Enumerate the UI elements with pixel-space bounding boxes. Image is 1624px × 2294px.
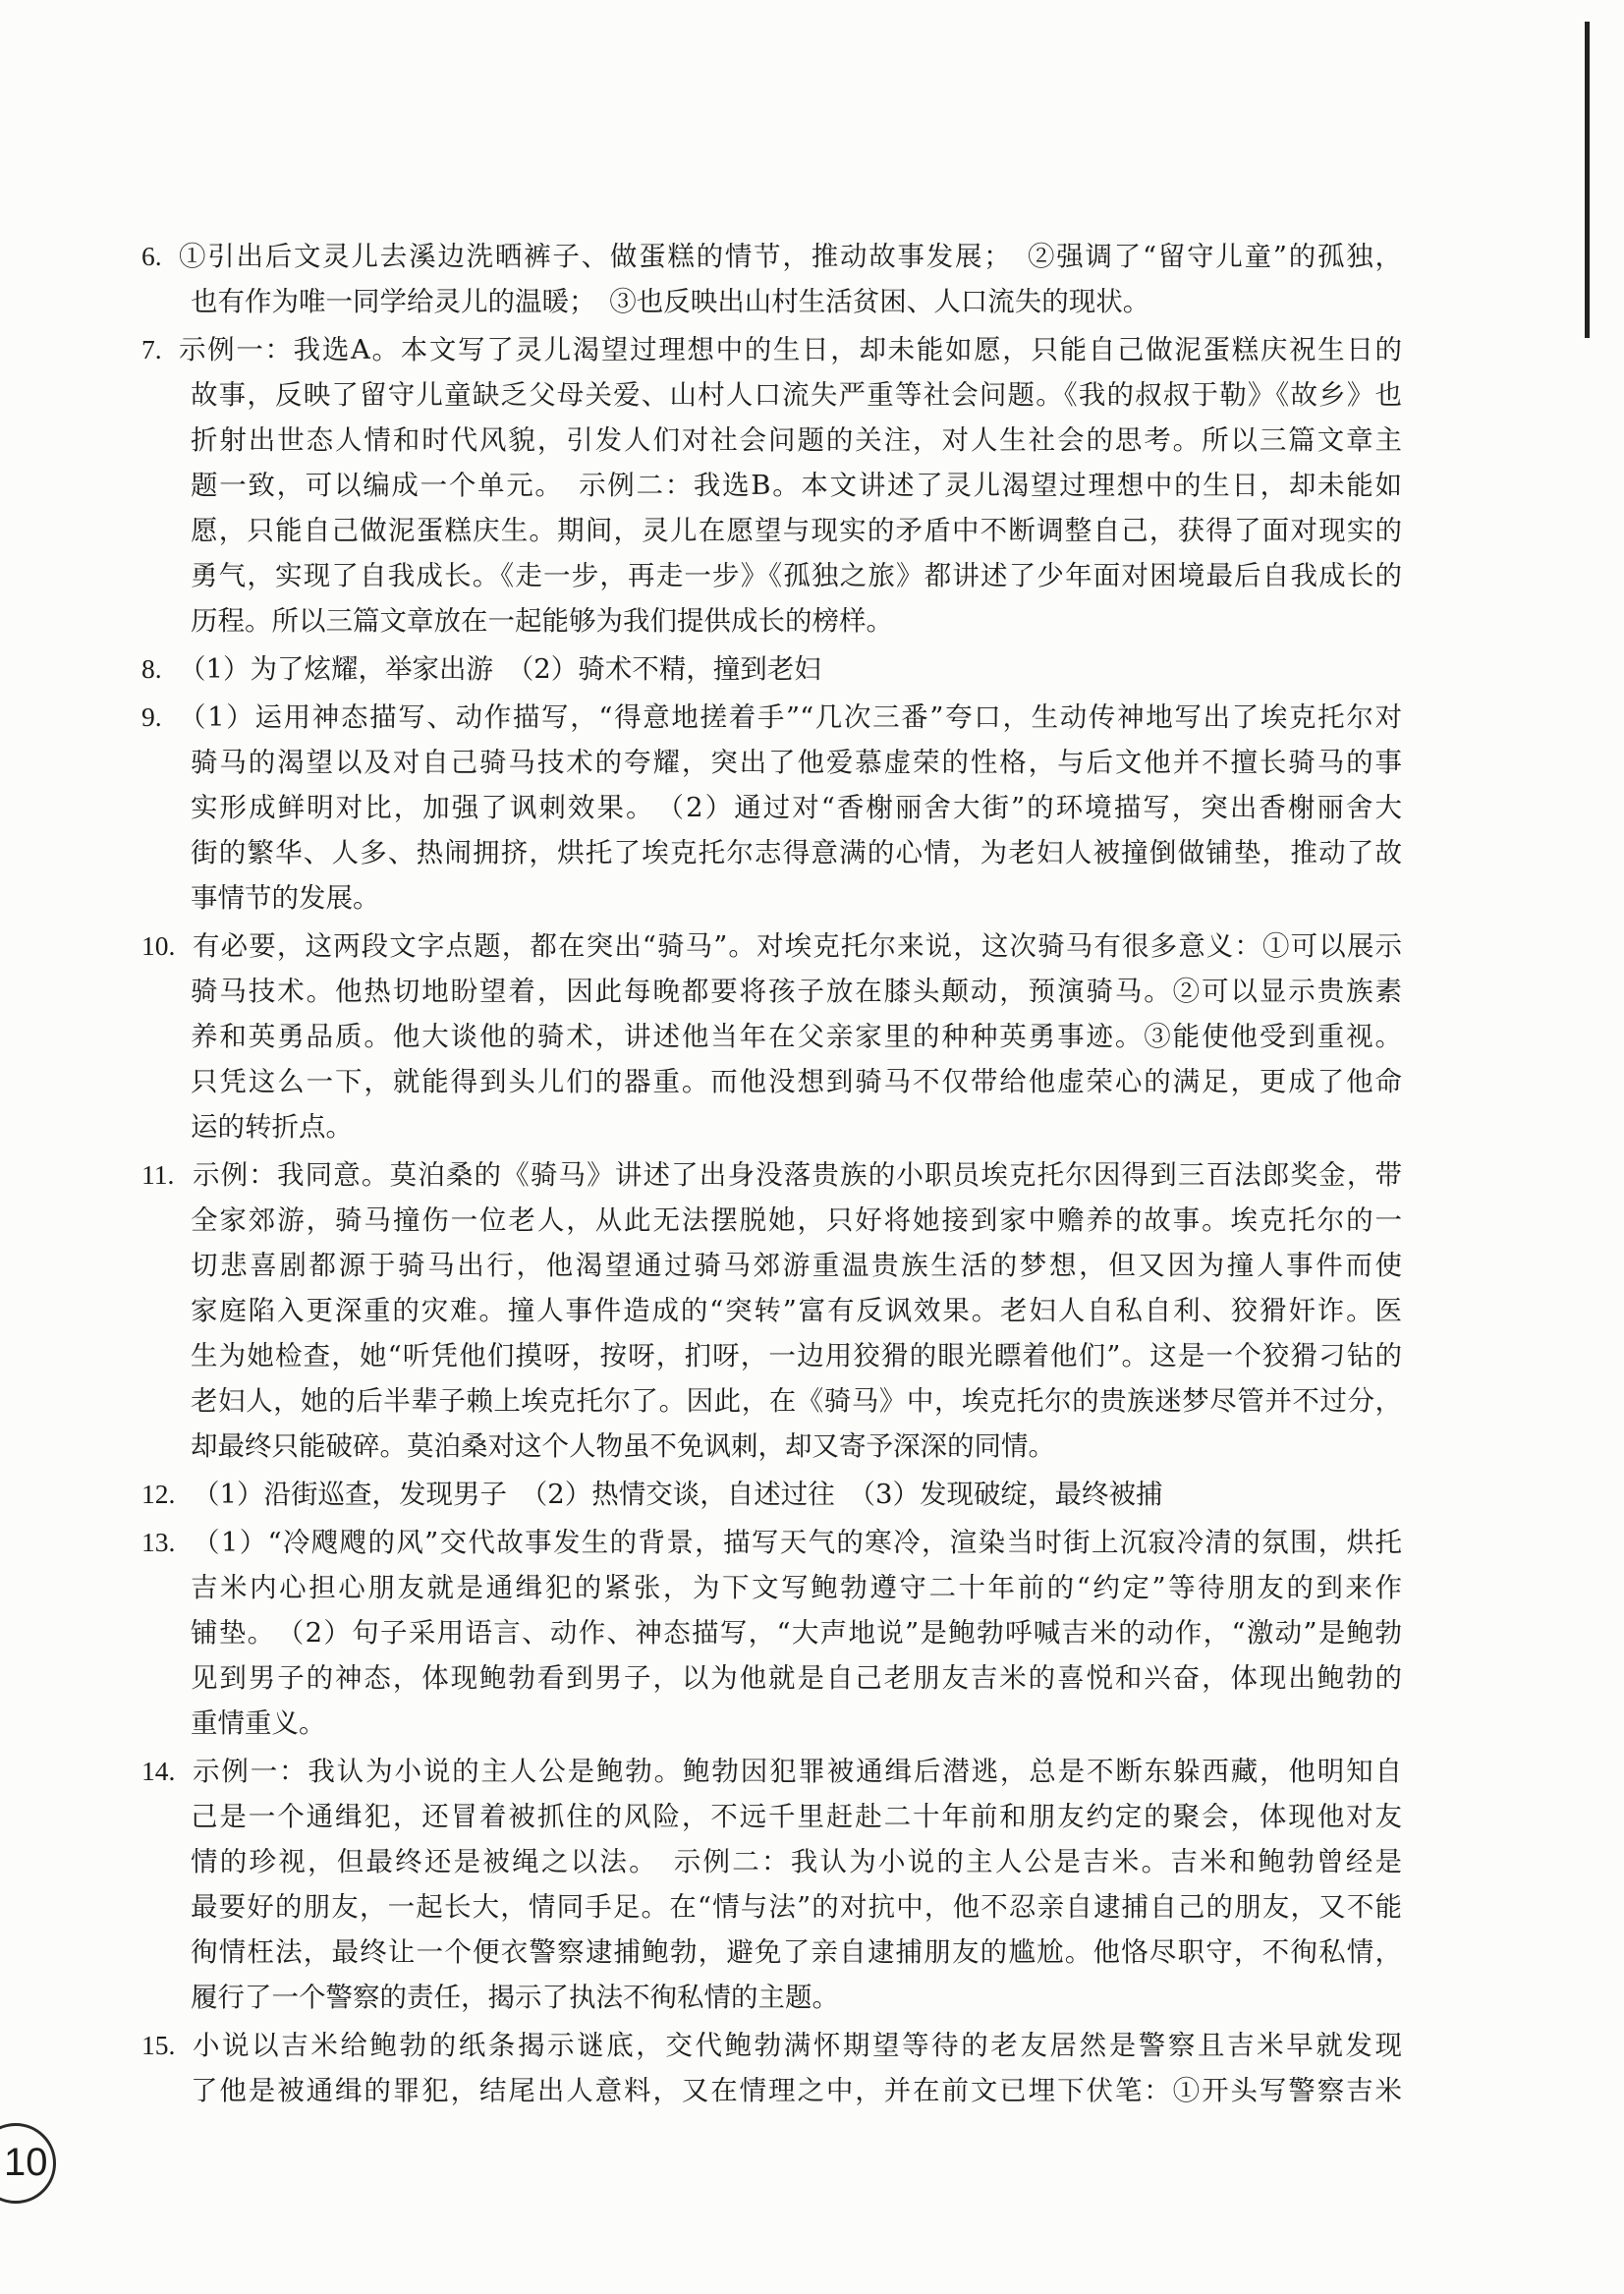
answer-line: 只凭这么一下，就能得到头儿们的器重。而他没想到骑马不仅带给他虚荣心的满足，更成了他命	[191, 1066, 1402, 1097]
answer-line: 生为她检查，她“听凭他们摸呀，按呀，扪呀，一边用狡猾的眼光瞟着他们”。这是一个狡猾刁钻的	[191, 1340, 1402, 1371]
answer-line: 养和英勇品质。他大谈他的骑术，讲述他当年在父亲家里的种种英勇事迹。③能使他受到重视。	[191, 1021, 1402, 1052]
answer-line: 历程。所以三篇文章放在一起能够为我们提供成长的榜样。	[191, 605, 893, 637]
answer-number: 15.	[141, 2030, 176, 2060]
answer-line: 愿，只能自己做泥蛋糕庆生。期间，灵儿在愿望与现实的矛盾中不断调整自己，获得了面对现实的	[191, 515, 1402, 546]
answer-line: 有必要，这两段文字点题，都在突出“骑马”。对埃克托尔来说，这次骑马有很多意义：①可以展示	[193, 930, 1402, 962]
answer-line: （1）沿街巡查，发现男子 （2）热情交谈，自述过往 （3）发现破绽，最终被捕	[193, 1479, 1163, 1510]
answer-item-9	[0, 695, 1624, 921]
answer-line: 家庭陷入更深重的灾难。撞人事件造成的“突转”富有反讽效果。老妇人自私自利、狡猾奸诈。医	[191, 1295, 1402, 1326]
answer-line: 老妇人，她的后半辈子赖上埃克托尔了。因此，在《骑马》中，埃克托尔的贵族迷梦尽管并不过分，	[191, 1385, 1402, 1417]
answer-line: 骑马技术。他热切地盼望着，因此每晚都要将孩子放在膝头颠动，预演骑马。②可以显示贵族素	[191, 976, 1402, 1007]
answer-number: 13.	[141, 1527, 176, 1557]
answer-line: 己是一个通缉犯，还冒着被抓住的风险，不远千里赶赴二十年前和朋友约定的聚会，体现他对友	[191, 1801, 1402, 1832]
answer-line: 事情节的发展。	[191, 882, 380, 914]
answer-line: ①引出后文灵儿去溪边洗晒裤子、做蛋糕的情节，推动故事发展； ②强调了“留守儿童”的孤独，	[179, 241, 1402, 272]
answer-line: 最要好的朋友，一起长大，情同手足。在“情与法”的对抗中，他不忍亲自逮捕自己的朋友，又不能	[191, 1891, 1402, 1923]
answer-item-14	[0, 1749, 1624, 2020]
answer-number: 7.	[141, 334, 162, 364]
answer-number: 12.	[141, 1479, 176, 1509]
answer-line: （1）运用神态描写、动作描写，“得意地搓着手”“几次三番”夸口，生动传神地写出了埃克托尔对	[179, 701, 1402, 733]
answer-number: 11.	[141, 1159, 175, 1190]
answer-item-12	[0, 1472, 1624, 1517]
answer-line: 运的转折点。	[191, 1111, 353, 1143]
answer-item-11	[0, 1152, 1624, 1469]
answer-line: 示例一：我选A。本文写了灵儿渴望过理想中的生日，却未能如愿，只能自己做泥蛋糕庆祝生日的	[179, 334, 1402, 365]
answer-line: 铺垫。 （2）句子采用语言、动作、神态描写，“大声地说”是鲍勃呼喊吉米的动作，“激动”是鲍勃	[191, 1617, 1402, 1649]
answer-item-15	[0, 2023, 1624, 2113]
answer-line: 重情重义。	[191, 1707, 326, 1739]
answer-line: 折射出世态人情和时代风貌，引发人们对社会问题的关注，对人生社会的思考。所以三篇文章主	[191, 424, 1402, 456]
answer-line: 履行了一个警察的责任，揭示了执法不徇私情的主题。	[191, 1982, 839, 2013]
answer-number: 14.	[141, 1756, 176, 1786]
answer-line: （1）“冷飕飕的风”交代故事发生的背景，描写天气的寒冷，渲染当时街上沉寂冷清的氛围，烘托	[193, 1527, 1402, 1558]
answer-line: 街的繁华、人多、热闹拥挤，烘托了埃克托尔志得意满的心情，为老妇人被撞倒做铺垫，推动了故	[191, 837, 1402, 868]
answer-list	[0, 234, 1624, 2113]
answer-number: 9.	[141, 701, 162, 732]
answer-line: 实形成鲜明对比，加强了讽刺效果。 （2）通过对“香榭丽舍大街”的环境描写，突出香榭丽舍大	[191, 792, 1402, 823]
answer-line: 切悲喜剧都源于骑马出行，他渴望通过骑马郊游重温贵族生活的梦想，但又因为撞人事件而使	[191, 1250, 1402, 1281]
answer-line: 见到男子的神态，体现鲍勃看到男子，以为他就是自己老朋友吉米的喜悦和兴奋，体现出鲍勃的	[191, 1662, 1402, 1694]
answer-item-6	[0, 234, 1624, 324]
answer-line: （1）为了炫耀，举家出游 （2）骑术不精，撞到老妇	[179, 653, 821, 685]
answer-line: 题一致，可以编成一个单元。 示例二：我选B。本文讲述了灵儿渴望过理想中的生日，却未能如	[191, 470, 1402, 501]
page-number: 10	[4, 2141, 48, 2184]
answer-item-10	[0, 923, 1624, 1149]
answer-line: 骑马的渴望以及对自己骑马技术的夸耀，突出了他爱慕虚荣的性格，与后文他并不擅长骑马的事	[191, 747, 1402, 778]
answer-line: 却最终只能破碎。莫泊桑对这个人物虽不免讽刺，却又寄予深深的同情。	[191, 1430, 1055, 1462]
answer-line: 示例一：我认为小说的主人公是鲍勃。鲍勃因犯罪被通缉后潜逃，总是不断东躲西藏，他明知自	[193, 1756, 1402, 1787]
answer-line: 故事，反映了留守儿童缺乏父母关爱、山村人口流失严重等社会问题。《我的叔叔于勒》《故乡》也	[191, 379, 1402, 411]
answer-line: 情的珍视，但最终还是被绳之以法。 示例二：我认为小说的主人公是吉米。吉米和鲍勃曾经是	[191, 1846, 1402, 1877]
answer-number: 6.	[141, 241, 162, 271]
answer-item-7	[0, 327, 1624, 643]
answer-line: 吉米内心担心朋友就是通缉犯的紧张，为下文写鲍勃遵守二十年前的“约定”等待朋友的到来作	[191, 1572, 1402, 1603]
answer-line: 勇气，实现了自我成长。《走一步，再走一步》《孤独之旅》都讲述了少年面对困境最后自我成长的	[191, 560, 1402, 591]
answer-line: 示例：我同意。莫泊桑的《骑马》讲述了出身没落贵族的小职员埃克托尔因得到三百法郎奖金，带	[193, 1159, 1402, 1191]
answer-number: 10.	[141, 930, 176, 961]
answer-line: 徇情枉法，最终让一个便衣警察逮捕鲍勃，避免了亲自逮捕朋友的尴尬。他恪尽职守，不徇私情，	[191, 1936, 1402, 1968]
answer-line: 也有作为唯一同学给灵儿的温暖； ③也反映出山村生活贫困、人口流失的现状。	[191, 286, 1150, 317]
answer-line: 小说以吉米给鲍勃的纸条揭示谜底，交代鲍勃满怀期望等待的老友居然是警察且吉米早就发现	[193, 2030, 1402, 2061]
answer-item-13	[0, 1520, 1624, 1746]
answer-line: 全家郊游，骑马撞伤一位老人，从此无法摆脱她，只好将她接到家中赡养的故事。埃克托尔的一	[191, 1204, 1402, 1236]
answer-line: 了他是被通缉的罪犯，结尾出人意料，又在情理之中，并在前文已埋下伏笔：①开头写警察吉米	[191, 2075, 1402, 2106]
answer-item-8	[0, 646, 1624, 692]
answer-number: 8.	[141, 653, 162, 684]
